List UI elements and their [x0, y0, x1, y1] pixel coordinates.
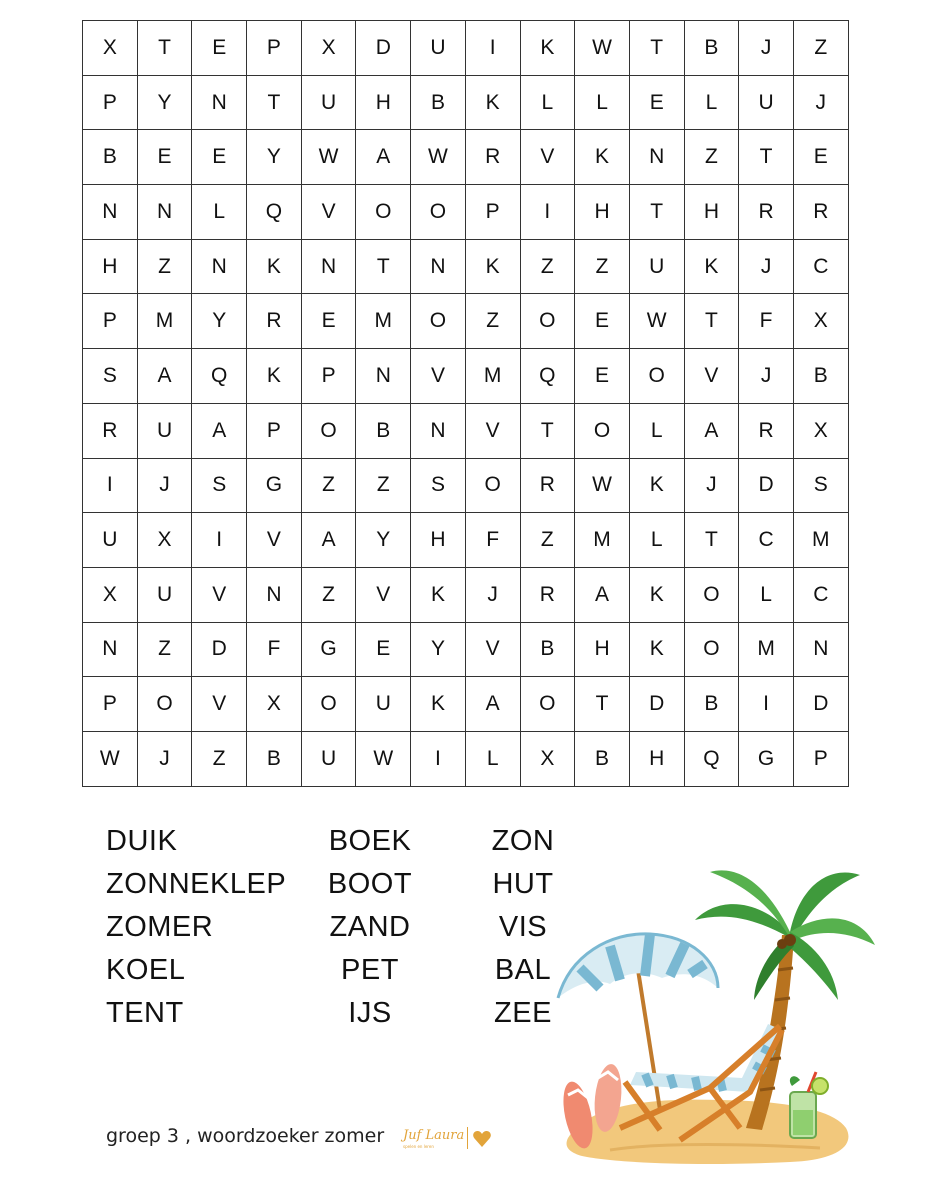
grid-cell[interactable]: D: [739, 458, 794, 513]
grid-row: [83, 458, 849, 513]
grid-cell[interactable]: V: [465, 622, 520, 677]
grid-cell[interactable]: U: [629, 239, 684, 294]
word-list-column-2: [300, 820, 440, 1035]
grid-cell[interactable]: C: [739, 513, 794, 568]
grid-row: [83, 21, 849, 76]
grid-cell[interactable]: J: [465, 567, 520, 622]
grid-row: [83, 567, 849, 622]
grid-cell[interactable]: H: [356, 75, 411, 130]
grid-cell[interactable]: K: [684, 239, 739, 294]
grid-cell[interactable]: V: [356, 567, 411, 622]
grid-cell[interactable]: S: [192, 458, 247, 513]
word-item: DUIK: [106, 825, 178, 857]
grid-cell[interactable]: E: [137, 130, 192, 185]
grid-cell[interactable]: G: [739, 731, 794, 786]
grid-cell[interactable]: F: [739, 294, 794, 349]
grid-cell[interactable]: E: [793, 130, 848, 185]
grid-cell[interactable]: D: [356, 21, 411, 76]
grid-cell[interactable]: Q: [520, 349, 575, 404]
grid-cell[interactable]: Q: [684, 731, 739, 786]
grid-cell[interactable]: X: [137, 513, 192, 568]
grid-cell[interactable]: O: [137, 677, 192, 732]
grid-cell[interactable]: U: [137, 567, 192, 622]
grid-cell[interactable]: R: [247, 294, 302, 349]
grid-cell[interactable]: O: [301, 403, 356, 458]
grid-cell[interactable]: N: [629, 130, 684, 185]
grid-cell[interactable]: A: [301, 513, 356, 568]
grid-cell[interactable]: L: [465, 731, 520, 786]
grid-row: [83, 75, 849, 130]
grid-cell[interactable]: J: [137, 731, 192, 786]
grid-cell[interactable]: L: [575, 75, 630, 130]
grid-cell[interactable]: S: [411, 458, 466, 513]
grid-row: [83, 185, 849, 240]
grid-cell[interactable]: I: [465, 21, 520, 76]
grid-cell[interactable]: N: [411, 239, 466, 294]
word-search-grid: [82, 20, 849, 787]
grid-cell[interactable]: S: [83, 349, 138, 404]
grid-cell[interactable]: X: [247, 677, 302, 732]
grid-cell[interactable]: R: [520, 458, 575, 513]
grid-cell[interactable]: P: [793, 731, 848, 786]
grid-row: [83, 294, 849, 349]
grid-cell[interactable]: B: [356, 403, 411, 458]
grid-cell[interactable]: H: [411, 513, 466, 568]
grid-cell[interactable]: J: [739, 349, 794, 404]
grid-cell[interactable]: N: [192, 75, 247, 130]
grid-cell[interactable]: E: [192, 130, 247, 185]
grid-cell[interactable]: U: [83, 513, 138, 568]
grid-cell[interactable]: R: [83, 403, 138, 458]
grid-cell[interactable]: J: [684, 458, 739, 513]
grid-cell[interactable]: V: [520, 130, 575, 185]
grid-cell[interactable]: B: [684, 677, 739, 732]
grid-cell[interactable]: O: [411, 185, 466, 240]
grid-cell[interactable]: H: [629, 731, 684, 786]
brand-divider: [467, 1127, 468, 1149]
grid-cell[interactable]: O: [411, 294, 466, 349]
grid-cell[interactable]: C: [793, 239, 848, 294]
grid-cell[interactable]: H: [575, 185, 630, 240]
grid-cell[interactable]: X: [83, 21, 138, 76]
grid-cell[interactable]: S: [793, 458, 848, 513]
grid-cell[interactable]: N: [301, 239, 356, 294]
grid-cell[interactable]: F: [465, 513, 520, 568]
grid-cell[interactable]: Y: [247, 130, 302, 185]
grid-cell[interactable]: I: [739, 677, 794, 732]
grid-cell[interactable]: L: [629, 403, 684, 458]
word-item: BOOT: [327, 868, 413, 900]
grid-cell[interactable]: X: [301, 21, 356, 76]
grid-cell[interactable]: W: [301, 130, 356, 185]
grid-cell[interactable]: P: [83, 294, 138, 349]
grid-cell[interactable]: R: [793, 185, 848, 240]
word-item: KOEL: [106, 954, 186, 986]
grid-cell[interactable]: P: [83, 75, 138, 130]
grid-cell[interactable]: D: [192, 622, 247, 677]
grid-cell[interactable]: M: [575, 513, 630, 568]
grid-cell[interactable]: Q: [247, 185, 302, 240]
grid-cell[interactable]: R: [465, 130, 520, 185]
grid-cell[interactable]: N: [137, 185, 192, 240]
grid-cell[interactable]: K: [575, 130, 630, 185]
grid-cell[interactable]: I: [192, 513, 247, 568]
grid-cell[interactable]: A: [137, 349, 192, 404]
grid-cell[interactable]: X: [793, 294, 848, 349]
word-item: BAL: [494, 954, 552, 986]
word-item: ZON: [491, 825, 555, 857]
grid-cell[interactable]: L: [520, 75, 575, 130]
grid-cell[interactable]: B: [520, 622, 575, 677]
grid-cell[interactable]: Y: [192, 294, 247, 349]
grid-cell[interactable]: O: [520, 294, 575, 349]
grid-cell[interactable]: K: [629, 458, 684, 513]
grid-cell[interactable]: W: [356, 731, 411, 786]
grid-cell[interactable]: Y: [137, 75, 192, 130]
grid-cell[interactable]: Y: [356, 513, 411, 568]
grid-cell[interactable]: D: [793, 677, 848, 732]
grid-cell[interactable]: N: [83, 622, 138, 677]
brand-logo-text: Juf Laura: [403, 1128, 465, 1143]
grid-cell[interactable]: Y: [411, 622, 466, 677]
grid-cell[interactable]: T: [684, 294, 739, 349]
word-item: VIS: [498, 911, 548, 943]
grid-cell[interactable]: V: [247, 513, 302, 568]
grid-cell[interactable]: I: [520, 185, 575, 240]
grid-cell[interactable]: X: [793, 403, 848, 458]
word-item: ZOMER: [106, 911, 214, 943]
grid-cell[interactable]: K: [411, 567, 466, 622]
grid-cell[interactable]: K: [629, 622, 684, 677]
grid-row: [83, 239, 849, 294]
word-item: PET: [341, 954, 399, 986]
grid-cell[interactable]: O: [520, 677, 575, 732]
grid-row: [83, 130, 849, 185]
grid-cell[interactable]: Z: [192, 731, 247, 786]
grid-cell[interactable]: E: [301, 294, 356, 349]
grid-cell[interactable]: P: [301, 349, 356, 404]
grid-cell[interactable]: G: [301, 622, 356, 677]
grid-cell[interactable]: T: [520, 403, 575, 458]
grid-cell[interactable]: N: [83, 185, 138, 240]
grid-cell[interactable]: M: [739, 622, 794, 677]
grid-cell[interactable]: C: [793, 567, 848, 622]
grid-cell[interactable]: B: [411, 75, 466, 130]
grid-cell[interactable]: U: [739, 75, 794, 130]
grid-cell[interactable]: Z: [520, 513, 575, 568]
heart-icon: [472, 1129, 492, 1149]
grid-cell[interactable]: N: [411, 403, 466, 458]
grid-cell[interactable]: U: [301, 75, 356, 130]
grid-cell[interactable]: V: [465, 403, 520, 458]
grid-cell[interactable]: A: [356, 130, 411, 185]
grid-cell[interactable]: E: [629, 75, 684, 130]
grid-cell[interactable]: K: [629, 567, 684, 622]
grid-row: [83, 513, 849, 568]
grid-cell[interactable]: T: [575, 677, 630, 732]
grid-cell[interactable]: J: [739, 239, 794, 294]
grid-cell[interactable]: A: [192, 403, 247, 458]
grid-cell[interactable]: Z: [356, 458, 411, 513]
grid-cell[interactable]: G: [247, 458, 302, 513]
grid-cell[interactable]: E: [356, 622, 411, 677]
grid-cell[interactable]: K: [465, 75, 520, 130]
grid-cell[interactable]: Q: [192, 349, 247, 404]
grid-cell[interactable]: O: [684, 622, 739, 677]
grid-cell[interactable]: V: [411, 349, 466, 404]
grid-cell[interactable]: V: [192, 677, 247, 732]
grid-cell[interactable]: J: [137, 458, 192, 513]
grid-cell[interactable]: J: [793, 75, 848, 130]
word-item: TENT: [106, 997, 184, 1029]
grid-cell[interactable]: H: [684, 185, 739, 240]
grid-cell[interactable]: Z: [465, 294, 520, 349]
grid-row: [83, 349, 849, 404]
grid-row: [83, 731, 849, 786]
grid-row: [83, 622, 849, 677]
word-item: BOEK: [328, 825, 412, 857]
grid-cell[interactable]: V: [301, 185, 356, 240]
grid-cell[interactable]: I: [83, 458, 138, 513]
grid-cell[interactable]: U: [411, 21, 466, 76]
grid-cell[interactable]: Z: [684, 130, 739, 185]
grid-cell[interactable]: W: [575, 458, 630, 513]
grid-cell[interactable]: M: [793, 513, 848, 568]
grid-cell[interactable]: Z: [137, 622, 192, 677]
grid-cell[interactable]: B: [793, 349, 848, 404]
grid-cell[interactable]: M: [356, 294, 411, 349]
grid-cell[interactable]: Z: [793, 21, 848, 76]
grid-cell[interactable]: E: [575, 294, 630, 349]
grid-cell[interactable]: N: [793, 622, 848, 677]
grid-cell[interactable]: K: [520, 21, 575, 76]
grid-cell[interactable]: U: [301, 731, 356, 786]
grid-cell[interactable]: F: [247, 622, 302, 677]
grid-cell[interactable]: A: [575, 567, 630, 622]
grid-cell[interactable]: K: [247, 239, 302, 294]
grid-row: [83, 403, 849, 458]
word-item: IJS: [348, 997, 392, 1029]
grid-cell[interactable]: N: [356, 349, 411, 404]
grid-cell[interactable]: L: [684, 75, 739, 130]
grid-cell[interactable]: E: [575, 349, 630, 404]
grid-cell[interactable]: B: [575, 731, 630, 786]
grid-cell[interactable]: N: [247, 567, 302, 622]
grid-cell[interactable]: M: [465, 349, 520, 404]
grid-cell[interactable]: P: [247, 21, 302, 76]
grid-cell[interactable]: V: [684, 349, 739, 404]
word-item: ZAND: [329, 911, 411, 943]
grid-cell[interactable]: V: [192, 567, 247, 622]
grid-cell[interactable]: L: [629, 513, 684, 568]
grid-cell[interactable]: R: [739, 403, 794, 458]
grid-cell[interactable]: K: [411, 677, 466, 732]
word-list-column-1: [106, 820, 286, 1035]
grid-cell[interactable]: M: [137, 294, 192, 349]
grid-cell[interactable]: J: [739, 21, 794, 76]
grid-cell[interactable]: O: [301, 677, 356, 732]
grid-cell[interactable]: W: [83, 731, 138, 786]
grid-cell[interactable]: L: [192, 185, 247, 240]
grid-cell[interactable]: N: [192, 239, 247, 294]
grid-cell[interactable]: T: [247, 75, 302, 130]
grid-cell[interactable]: A: [465, 677, 520, 732]
grid-cell[interactable]: R: [739, 185, 794, 240]
grid-cell[interactable]: H: [575, 622, 630, 677]
grid-cell[interactable]: K: [247, 349, 302, 404]
grid-cell[interactable]: R: [520, 567, 575, 622]
beach-illustration: [550, 860, 880, 1165]
grid-cell[interactable]: B: [247, 731, 302, 786]
brand-tagline: spelen en leren: [403, 1144, 434, 1149]
word-item: HUT: [492, 868, 554, 900]
grid-cell[interactable]: U: [137, 403, 192, 458]
grid-cell[interactable]: W: [575, 21, 630, 76]
grid-cell[interactable]: O: [684, 567, 739, 622]
footer-caption: groep 3 , woordzoeker zomer: [106, 1125, 385, 1147]
grid-cell[interactable]: T: [739, 130, 794, 185]
grid-cell[interactable]: P: [247, 403, 302, 458]
grid-cell[interactable]: D: [629, 677, 684, 732]
grid-cell[interactable]: T: [629, 185, 684, 240]
grid-cell[interactable]: T: [356, 239, 411, 294]
grid-cell[interactable]: Z: [520, 239, 575, 294]
grid-cell[interactable]: O: [356, 185, 411, 240]
grid-cell[interactable]: U: [356, 677, 411, 732]
grid-cell[interactable]: Z: [137, 239, 192, 294]
grid-cell[interactable]: T: [137, 21, 192, 76]
grid-cell[interactable]: X: [520, 731, 575, 786]
grid-cell[interactable]: O: [465, 458, 520, 513]
grid-cell[interactable]: O: [575, 403, 630, 458]
grid-cell[interactable]: X: [83, 567, 138, 622]
grid-cell[interactable]: P: [83, 677, 138, 732]
grid-cell[interactable]: P: [465, 185, 520, 240]
grid-cell[interactable]: I: [411, 731, 466, 786]
grid-cell[interactable]: Z: [301, 458, 356, 513]
grid-cell[interactable]: B: [684, 21, 739, 76]
grid-cell[interactable]: K: [465, 239, 520, 294]
grid-cell[interactable]: L: [739, 567, 794, 622]
word-item: ZONNEKLEP: [106, 868, 287, 900]
grid-cell[interactable]: O: [629, 349, 684, 404]
grid-row: [83, 677, 849, 732]
grid-cell[interactable]: W: [629, 294, 684, 349]
grid-cell[interactable]: E: [192, 21, 247, 76]
grid-cell[interactable]: W: [411, 130, 466, 185]
word-item: ZEE: [494, 997, 552, 1029]
grid-cell[interactable]: A: [684, 403, 739, 458]
grid-cell[interactable]: Z: [575, 239, 630, 294]
grid-cell[interactable]: Z: [301, 567, 356, 622]
grid-cell[interactable]: H: [83, 239, 138, 294]
grid-cell[interactable]: T: [684, 513, 739, 568]
grid-cell[interactable]: B: [83, 130, 138, 185]
grid-cell[interactable]: T: [629, 21, 684, 76]
